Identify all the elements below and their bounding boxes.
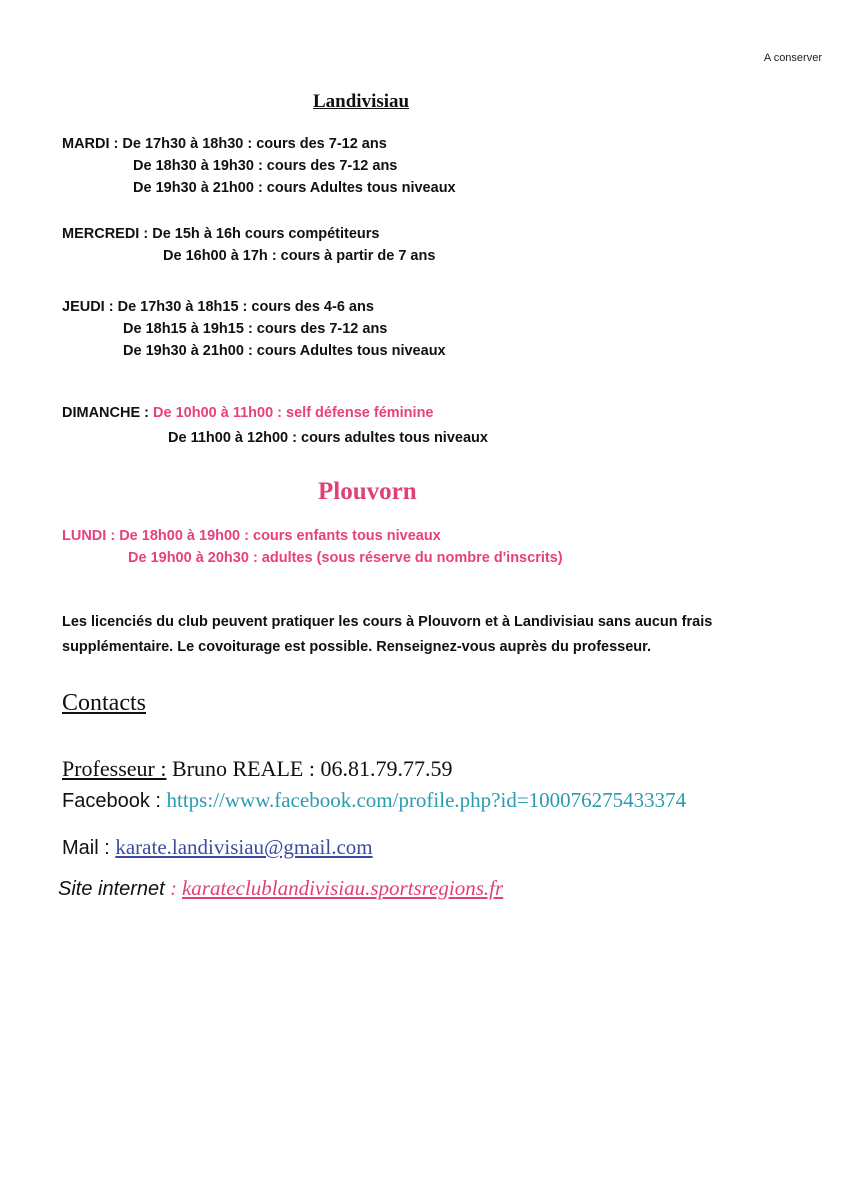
schedule-jeudi [62,296,446,362]
site-label: Site internet [58,878,171,900]
club-info-paragraph: Les licenciés du club peuvent pratiquer les cours à Plouvorn et à Landivisiau sans aucun frais supplémentaire. Le covoiturage est possible. Renseignez-vous auprès du professeur. [62,614,713,655]
site-separator: : [170,878,182,900]
time-slot: De 17h30 à 18h15 : cours des 4-6 ans [117,299,374,315]
time-slot: De 19h30 à 21h00 : cours Adultes tous niveaux [133,180,456,196]
facebook-label: Facebook : [62,790,167,812]
day-label: JEUDI : [62,299,114,315]
site-link[interactable]: karateclublandivisiau.sportsregions.fr [181,876,504,900]
facebook-line [62,788,686,813]
schedule-lundi [62,525,563,569]
day-label: MARDI : [62,136,119,152]
site-line [58,876,503,901]
day-label: MERCREDI : [62,226,149,242]
landivisiau-title: Landivisiau [313,91,410,112]
contacts-heading: Contacts [62,690,146,716]
time-slot: De 19h00 à 20h30 : adultes (sous réserve du nombre d'inscrits) [128,550,563,566]
schedule-mercredi [62,223,435,267]
time-slot: De 11h00 à 12h00 : cours adultes tous niveaux [168,430,488,446]
time-slot: De 19h30 à 21h00 : cours Adultes tous niveaux [123,343,446,359]
time-slot: De 16h00 à 17h : cours à partir de 7 ans [163,248,436,264]
schedule-mardi [62,133,456,199]
day-label: DIMANCHE : [62,405,149,421]
time-slot-highlight: De 10h00 à 11h00 : self défense féminine [153,405,434,421]
professeur-label: Professeur : [62,756,167,781]
time-slot: De 17h30 à 18h30 : cours des 7-12 ans [122,136,387,152]
time-slot: De 18h00 à 19h00 : cours enfants tous niveaux [119,528,441,544]
mail-label: Mail : [62,837,116,859]
schedule-dimanche [62,402,488,449]
time-slot: De 18h15 à 19h15 : cours des 7-12 ans [123,321,388,337]
plouvorn-title: Plouvorn [318,478,417,505]
time-slot: De 15h à 16h cours compétiteurs [152,226,380,242]
mail-link[interactable]: karate.landivisiau@gmail.com [115,835,373,859]
professeur-line [62,756,452,782]
time-slot: De 18h30 à 19h30 : cours des 7-12 ans [133,158,398,174]
keep-note: A conserver [763,52,822,64]
day-label: LUNDI : [62,528,116,544]
professeur-value: Bruno REALE : 06.81.79.77.59 [166,756,453,781]
facebook-link[interactable]: https://www.facebook.com/profile.php?id=100076275433374 [166,788,687,812]
mail-line [62,835,373,860]
